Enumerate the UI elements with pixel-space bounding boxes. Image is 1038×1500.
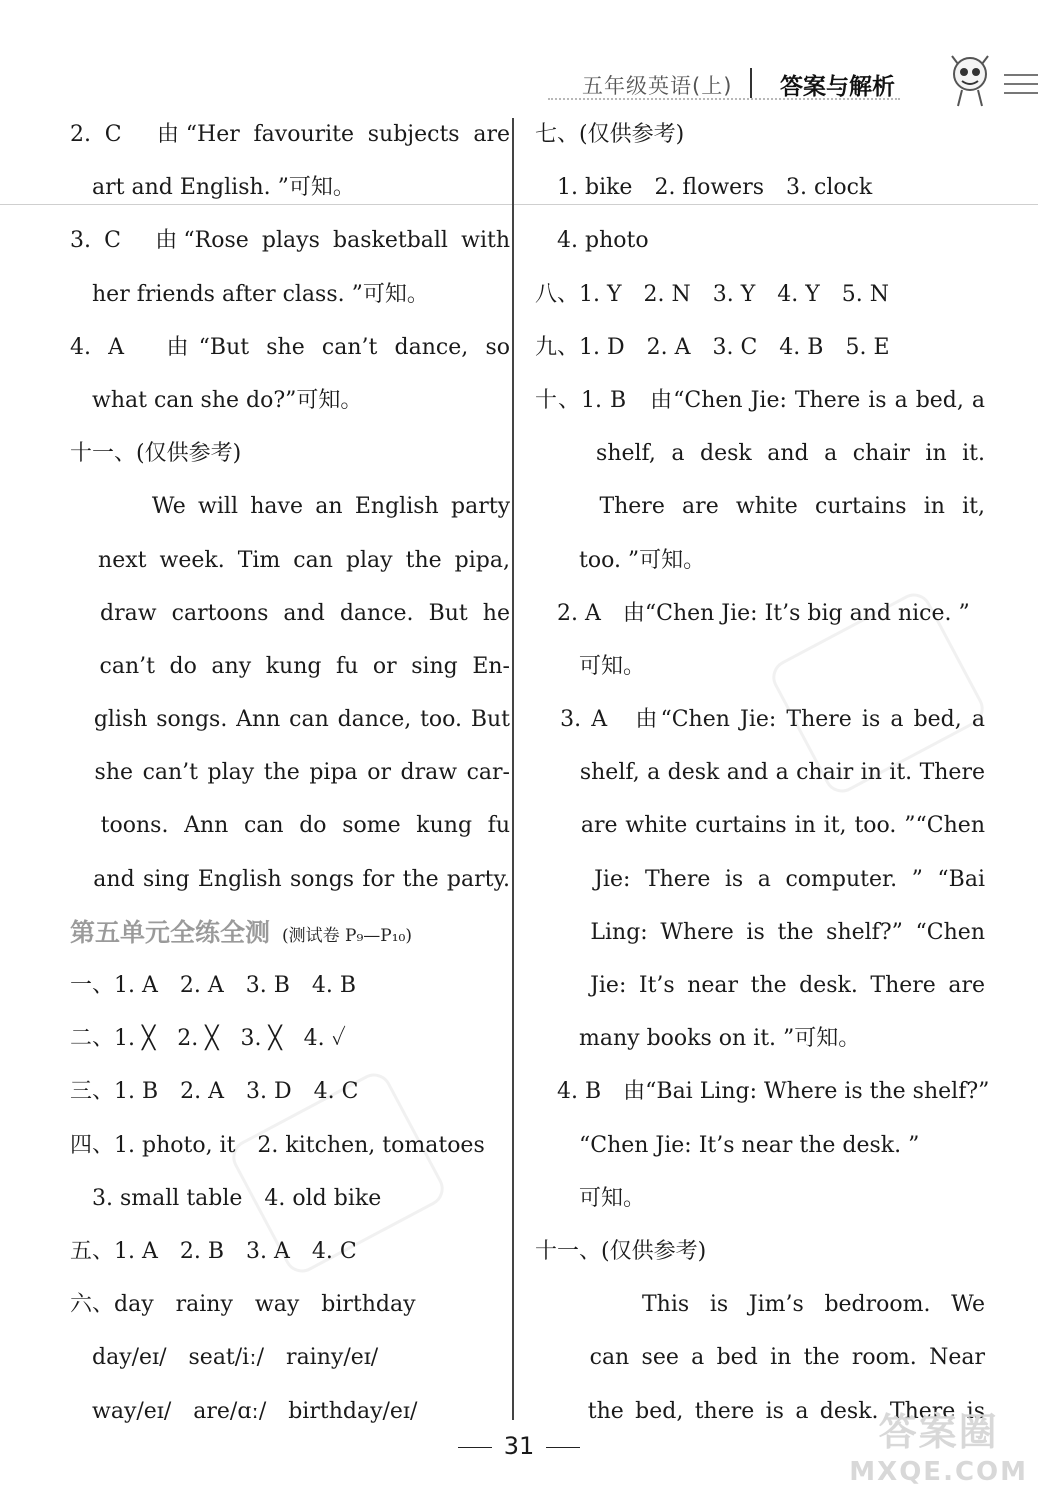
- answer-line: 三、1. B 2. A 3. D 4. C: [70, 1079, 359, 1105]
- answer-line: “Chen Jie: It’s near the desk. ”: [535, 1132, 920, 1158]
- answer-line: 二、1. ╳ 2. ╳ 3. ╳ 4. ✓: [70, 1026, 346, 1052]
- answer-line: 可知。: [535, 653, 646, 679]
- answer-line: 4. B 由“Bai Ling: Where is the shelf?”: [535, 1079, 990, 1105]
- answer-line: 3. small table 4. old bike: [70, 1185, 382, 1211]
- answer-line: many books on it. ”可知。: [535, 1026, 861, 1052]
- right-column: [535, 108, 990, 1438]
- essay-line: toons. Ann can do some kung fu: [70, 813, 510, 839]
- essay-line: can see a bed in the room. Near: [535, 1345, 985, 1371]
- answer-line: Ling: Where is the shelf?” “Chen: [535, 919, 985, 945]
- essay-line: next week. Tim can play the pipa,: [70, 547, 510, 573]
- answer-line: 一、1. A 2. A 3. B 4. B: [70, 973, 357, 998]
- answer-line: Jie: There is a computer. ” “Bai: [535, 866, 985, 892]
- answer-line: 2. A 由“Chen Jie: It’s big and nice. ”: [535, 600, 970, 626]
- answer-line: 六、day rainy way birthday: [70, 1292, 416, 1318]
- watermark: [849, 1412, 1028, 1492]
- unit-heading-title: 第五单元全练全测: [70, 917, 271, 947]
- essay-line: This is Jim’s bedroom. We: [535, 1292, 985, 1318]
- watermark-logo: 答案圈: [878, 1410, 999, 1454]
- section-label: 十一、(仅供参考): [70, 441, 242, 467]
- header-separator: [750, 68, 752, 98]
- essay-line: We will have an English party: [70, 494, 510, 520]
- page-number-value: 31: [503, 1432, 535, 1460]
- answer-line: 五、1. A 2. B 3. A 4. C: [70, 1238, 357, 1264]
- essay-line: she can’t play the pipa or draw car-: [70, 760, 510, 786]
- header-stripes: [1004, 74, 1038, 101]
- essay-line: can’t do any kung fu or sing En-: [70, 653, 510, 679]
- answer-line: 九、1. D 2. A 3. C 4. B 5. E: [535, 334, 890, 360]
- unit-heading-note: (测试卷 P₉—P₁₀): [282, 925, 413, 946]
- answer-line: 4. A 由“But she can’t dance, so: [70, 334, 510, 360]
- left-column: [70, 108, 510, 1438]
- essay-line: the bed, there is a desk. There is: [535, 1398, 985, 1424]
- answer-line: 四、1. photo, it 2. kitchen, tomatoes: [70, 1132, 485, 1158]
- mascot-icon: [940, 50, 1000, 110]
- answer-line: art and English. ”可知。: [70, 175, 355, 201]
- answer-line: 3. C 由“Rose plays basketball with: [70, 228, 510, 254]
- answer-line: 2. C 由“Her favourite subjects are: [70, 122, 510, 147]
- answer-line: 十、1. B 由“Chen Jie: There is a bed, a: [535, 387, 985, 413]
- answer-line: are white curtains in it, too. ”“Chen: [535, 813, 985, 839]
- answer-line: 4. photo: [535, 228, 649, 254]
- watermark-url: MXQE.COM: [849, 1457, 1028, 1487]
- column-divider: [512, 118, 514, 1420]
- page-header: [540, 60, 1020, 108]
- header-grade: 五年级英语(上): [582, 74, 733, 98]
- answer-line: 八、1. Y 2. N 3. Y 4. Y 5. N: [535, 281, 889, 307]
- answer-line: 1. bike 2. flowers 3. clock: [535, 175, 873, 201]
- unit-heading: [70, 906, 510, 959]
- answer-line: 可知。: [535, 1185, 646, 1211]
- essay-line: and sing English songs for the party.: [70, 866, 510, 892]
- essay-line: glish songs. Ann can dance, too. But: [70, 707, 510, 733]
- answer-line: Jie: It’s near the desk. There are: [535, 973, 985, 998]
- answer-line: shelf, a desk and a chair in it. There: [535, 760, 985, 786]
- essay-line: draw cartoons and dance. But he: [70, 600, 510, 626]
- answer-line: 3. A 由“Chen Jie: There is a bed, a: [535, 707, 985, 733]
- answer-line: too. ”可知。: [535, 547, 706, 573]
- phonetic-line: day/eɪ/ seat/iː/ rainy/eɪ/: [70, 1345, 379, 1371]
- section-label: 七、(仅供参考): [535, 122, 685, 147]
- answer-line: her friends after class. ”可知。: [70, 281, 429, 307]
- header-title: 答案与解析: [780, 74, 895, 100]
- answer-line: shelf, a desk and a chair in it.: [535, 441, 985, 467]
- answer-line: There are white curtains in it,: [535, 494, 985, 520]
- section-label: 十一、(仅供参考): [535, 1238, 707, 1264]
- phonetic-line: way/eɪ/ are/ɑː/ birthday/eɪ/: [70, 1398, 418, 1424]
- answer-line: what can she do?”可知。: [70, 387, 363, 413]
